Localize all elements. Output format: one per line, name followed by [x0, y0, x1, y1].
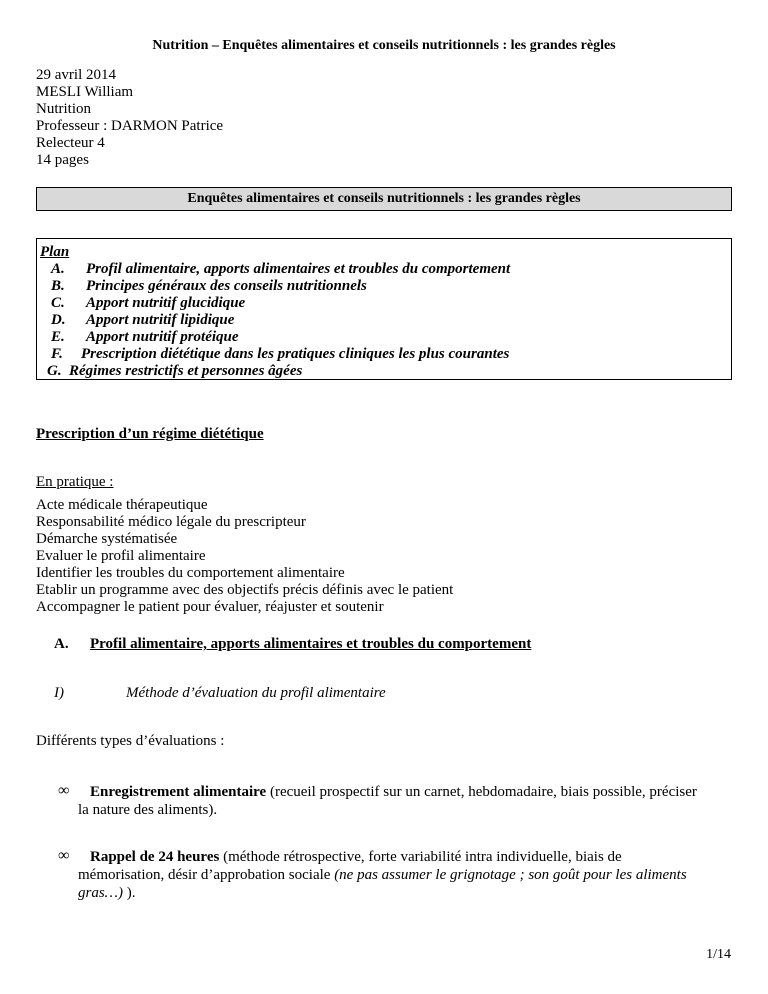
plan-item-text: Régimes restrictifs et personnes âgées: [69, 363, 303, 379]
practice-line: Accompagner le patient pour évaluer, réajuster et soutenir: [36, 599, 384, 615]
bullet-detail-italic: gras…): [78, 885, 124, 901]
plan-item-text: Profil alimentaire, apports alimentaires et troubles du comportement: [86, 261, 511, 277]
plan-item: [51, 346, 510, 363]
plan-heading: Plan: [40, 244, 70, 260]
meta-block: [36, 67, 223, 169]
plan-item: [51, 278, 367, 295]
plan-item-letter: E.: [51, 329, 65, 345]
bullet-detail-continuation: la nature des aliments).: [78, 802, 218, 818]
bullet-detail-continuation: [78, 866, 720, 884]
plan-item: [47, 363, 303, 380]
bullet-detail-text: mémorisation, désir d’approbation sociale: [78, 867, 335, 883]
meta-author: MESLI William: [36, 84, 134, 100]
plan-item: [51, 295, 246, 312]
bullet-item: [80, 848, 720, 902]
bullet-item: [80, 783, 720, 819]
practice-line: Acte médicale thérapeutique: [36, 497, 208, 513]
bullet-detail-continuation: [78, 884, 720, 902]
section-a-letter: A.: [54, 636, 69, 652]
section-a-title: Profil alimentaire, apports alimentaires et troubles du comportement: [90, 636, 532, 652]
plan-item-letter: B.: [51, 278, 65, 294]
plan-item-letter: D.: [51, 312, 66, 328]
plan-item-letter: A.: [51, 261, 65, 277]
plan-item: [51, 261, 511, 278]
subsection-numeral: I): [54, 685, 64, 701]
plan-item: [51, 329, 239, 346]
practice-line: Evaluer le profil alimentaire: [36, 548, 206, 564]
evaluation-types-label: Différents types d’évaluations :: [36, 733, 225, 749]
subsection-title: Méthode d’évaluation du profil alimentaire: [126, 685, 386, 701]
section-a-heading: [54, 636, 532, 653]
plan-item-letter: C.: [51, 295, 65, 311]
plan-item-text: Prescription diététique dans les pratiques cliniques les plus courantes: [81, 346, 510, 362]
plan-item-text: Apport nutritif protéique: [86, 329, 239, 345]
meta-date: 29 avril 2014: [36, 67, 116, 83]
prescription-title: Prescription d’un régime diététique: [36, 426, 264, 442]
bullet-detail-italic: (ne pas assumer le grignotage ; son goût pour les aliments: [334, 867, 687, 883]
infinity-bullet-icon: ∞: [58, 782, 70, 799]
meta-professor: Professeur : DARMON Patrice: [36, 118, 224, 134]
page-number: 1/14: [706, 947, 731, 962]
practice-label: En pratique :: [36, 474, 114, 490]
meta-relecteur: Relecteur 4: [36, 135, 105, 151]
infinity-bullet-icon: ∞: [58, 847, 70, 864]
practice-line: Etablir un programme avec des objectifs précis définis avec le patient: [36, 582, 454, 598]
meta-subject: Nutrition: [36, 101, 91, 117]
bullet-detail-text: ).: [123, 885, 136, 901]
bullet-detail: (méthode rétrospective, forte variabilité intra individuelle, biais de: [219, 849, 622, 865]
plan-item-letter: F.: [51, 346, 63, 362]
practice-line: Identifier les troubles du comportement alimentaire: [36, 565, 345, 581]
document-header: Nutrition – Enquêtes alimentaires et conseils nutritionnels : les grandes règles: [152, 38, 616, 53]
practice-list: [36, 497, 453, 616]
course-title-box: Enquêtes alimentaires et conseils nutritionnels : les grandes règles: [36, 187, 732, 211]
meta-pages: 14 pages: [36, 152, 89, 168]
plan-item-text: Apport nutritif lipidique: [86, 312, 235, 328]
bullet-bold-term: Enregistrement alimentaire: [90, 784, 267, 800]
bullet-bold-term: Rappel de 24 heures: [90, 849, 220, 865]
plan-item: [51, 312, 235, 329]
plan-box: [36, 238, 732, 380]
plan-item-text: Apport nutritif glucidique: [86, 295, 246, 311]
practice-line: Démarche systématisée: [36, 531, 178, 547]
practice-line: Responsabilité médico légale du prescripteur: [36, 514, 306, 530]
bullet-detail: (recueil prospectif sur un carnet, hebdomadaire, biais possible, préciser: [266, 784, 697, 800]
plan-item-letter: G.: [47, 363, 62, 379]
plan-item-text: Principes généraux des conseils nutritionnels: [86, 278, 367, 294]
